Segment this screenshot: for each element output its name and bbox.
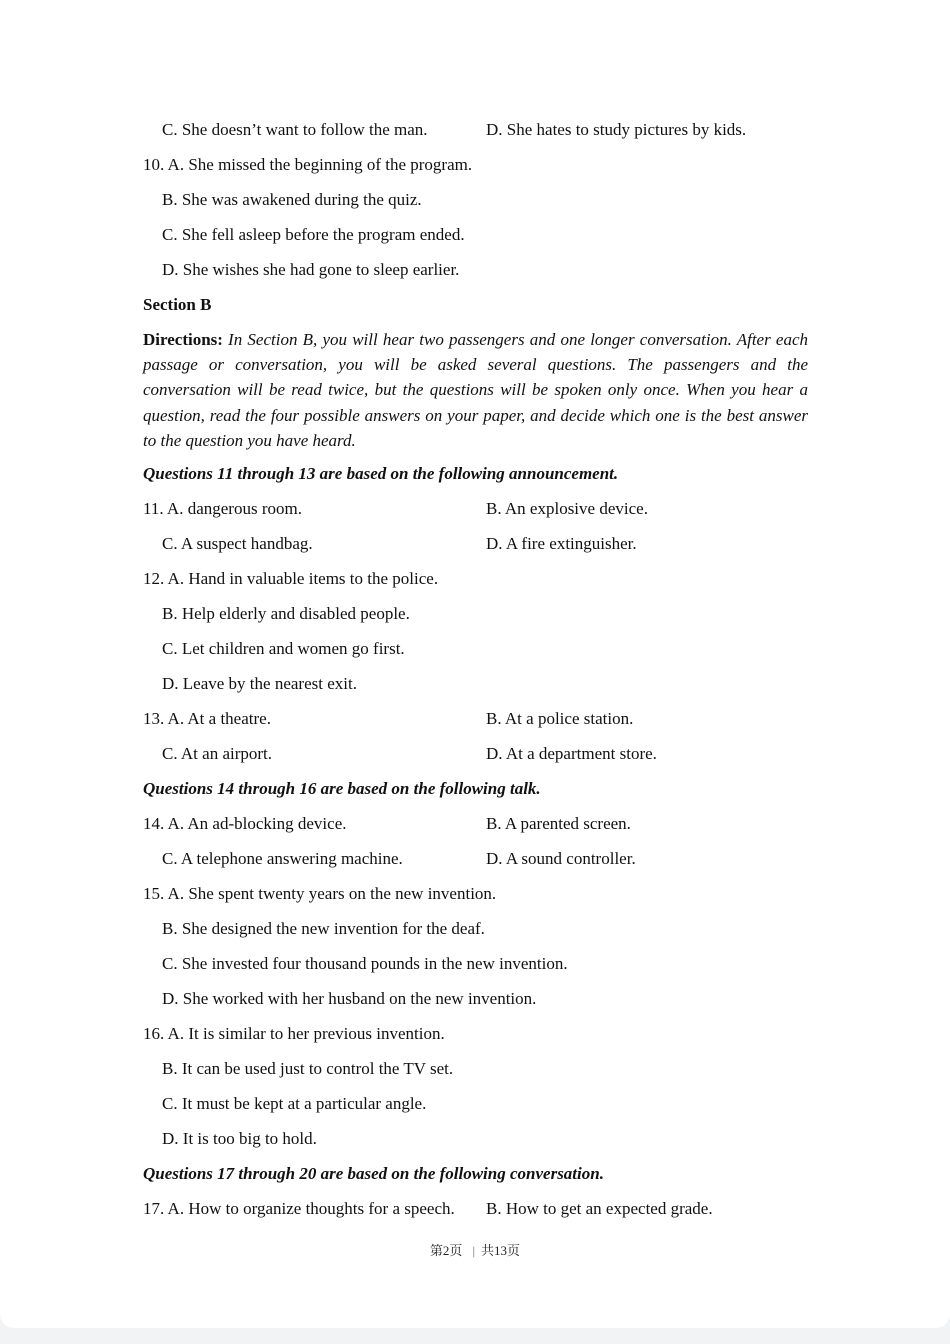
option-text: 14. A. An ad-blocking device. bbox=[143, 814, 347, 834]
option-row bbox=[143, 526, 808, 561]
question-lead bbox=[143, 1191, 808, 1226]
footer-total-pages: 共13页 bbox=[481, 1243, 521, 1258]
option-text: D. A fire extinguisher. bbox=[486, 534, 637, 554]
question-group-header-text: Questions 11 through 13 are based on the following announcement. bbox=[143, 464, 619, 484]
option-text: B. She designed the new invention for the deaf. bbox=[162, 919, 485, 939]
option-text: D. She wishes she had gone to sleep earlier. bbox=[162, 260, 460, 279]
option-text: C. Let children and women go first. bbox=[162, 639, 405, 659]
option-text: C. A telephone answering machine. bbox=[162, 849, 403, 869]
option-text: C. A suspect handbag. bbox=[162, 534, 313, 554]
option-text: B. At a police station. bbox=[486, 709, 634, 729]
option-text: D. It is too big to hold. bbox=[162, 1129, 317, 1149]
option-text: 17. A. How to organize thoughts for a speech. bbox=[143, 1199, 455, 1219]
section-title-text: Section B bbox=[143, 295, 212, 314]
option-text: C. It must be kept at a particular angle. bbox=[162, 1094, 427, 1114]
option-row bbox=[143, 182, 808, 217]
option-text: D. She hates to study pictures by kids. bbox=[486, 120, 747, 139]
question-group-header-text: Questions 17 through 20 are based on the following conversation. bbox=[143, 1164, 604, 1184]
question-group-header bbox=[143, 456, 808, 491]
option-row bbox=[143, 596, 808, 631]
page-footer bbox=[0, 1240, 950, 1259]
option-text: 12. A. Hand in valuable items to the police. bbox=[143, 569, 439, 589]
option-row bbox=[143, 666, 808, 701]
exam-content bbox=[143, 112, 808, 1226]
option-row bbox=[143, 1051, 808, 1086]
option-row bbox=[143, 911, 808, 946]
option-text: B. She was awakened during the quiz. bbox=[162, 190, 422, 209]
option-text: C. She doesn’t want to follow the man. bbox=[162, 120, 428, 139]
directions-label: Directions: bbox=[143, 330, 223, 349]
question-group-header bbox=[143, 1156, 808, 1191]
option-row bbox=[143, 981, 808, 1016]
option-row bbox=[143, 736, 808, 771]
question-lead bbox=[143, 561, 808, 596]
option-row bbox=[143, 631, 808, 666]
question-lead bbox=[143, 1016, 808, 1051]
option-row bbox=[143, 1121, 808, 1156]
option-text: C. She fell asleep before the program ended. bbox=[162, 225, 465, 244]
option-row bbox=[143, 841, 808, 876]
option-text: B. Help elderly and disabled people. bbox=[162, 604, 410, 624]
option-row bbox=[143, 252, 808, 287]
question-lead bbox=[143, 806, 808, 841]
question-group-header bbox=[143, 771, 808, 806]
footer-page-number: 第2页 bbox=[429, 1243, 463, 1258]
section-title bbox=[143, 287, 808, 322]
option-text: 10. A. She missed the beginning of the program. bbox=[143, 155, 473, 174]
option-text: D. A sound controller. bbox=[486, 849, 636, 869]
option-text: 11. A. dangerous room. bbox=[143, 499, 302, 519]
option-text: C. She invested four thousand pounds in the new invention. bbox=[162, 954, 568, 974]
footer-separator: | bbox=[472, 1243, 476, 1258]
question-lead bbox=[143, 876, 808, 911]
option-row bbox=[143, 946, 808, 981]
option-text: 13. A. At a theatre. bbox=[143, 709, 271, 729]
option-text: B. How to get an expected grade. bbox=[486, 1199, 713, 1219]
option-row bbox=[143, 217, 808, 252]
option-row bbox=[143, 112, 808, 147]
option-text: 16. A. It is similar to her previous invention. bbox=[143, 1024, 445, 1044]
option-text: D. Leave by the nearest exit. bbox=[162, 674, 357, 694]
directions-paragraph bbox=[143, 322, 808, 456]
option-text: B. It can be used just to control the TV set. bbox=[162, 1059, 454, 1079]
question-lead bbox=[143, 701, 808, 736]
directions-text: In Section B, you will hear two passengers and one longer conversation. After each passage or conversation, you will be asked several questions. The passengers and the conversation will be read twice, but the questions will be spoken only once. When you hear a question, read the four possible answers on your paper, and decide which one is the best answer to the question you have heard. bbox=[143, 330, 808, 450]
option-text: 15. A. She spent twenty years on the new invention. bbox=[143, 884, 497, 904]
option-text: B. A parented screen. bbox=[486, 814, 631, 834]
option-row bbox=[143, 1086, 808, 1121]
question-lead bbox=[143, 147, 808, 182]
option-text: D. At a department store. bbox=[486, 744, 657, 764]
question-group-header-text: Questions 14 through 16 are based on the following talk. bbox=[143, 779, 541, 799]
option-text: B. An explosive device. bbox=[486, 499, 648, 519]
option-text: C. At an airport. bbox=[162, 744, 273, 764]
option-text: D. She worked with her husband on the new invention. bbox=[162, 989, 537, 1009]
question-lead bbox=[143, 491, 808, 526]
